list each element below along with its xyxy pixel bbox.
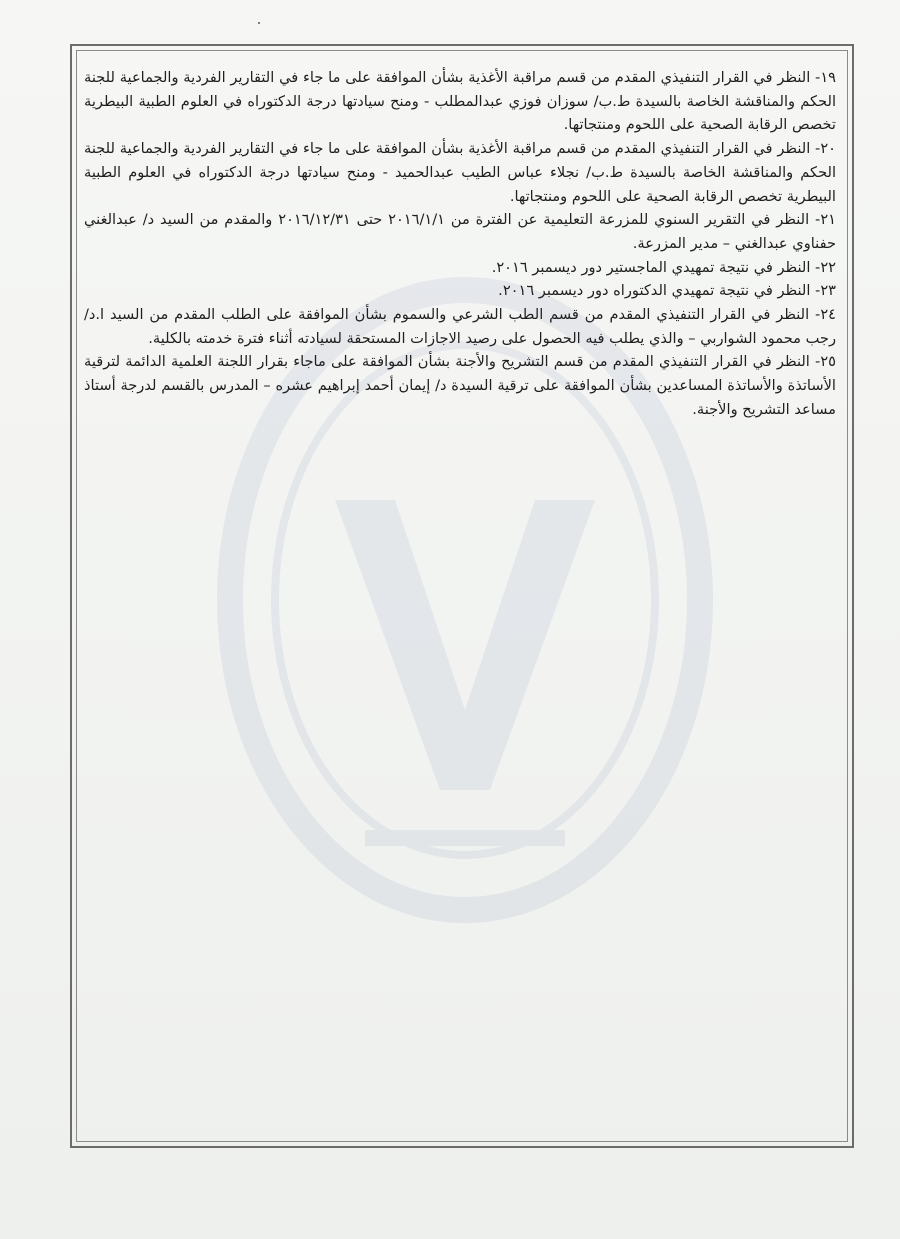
agenda-item-24	[84, 303, 836, 350]
agenda-item-21	[84, 208, 836, 255]
agenda-item-text: ٢١- النظر في التقرير السنوي للمزرعة التعليمية عن الفترة من ٢٠١٦/١/١ حتى ٢٠١٦/١٢/٣١ والمقدم من السيد د/ عبدالغني حفناوي عبدالغني – مدير المزرعة.	[84, 211, 836, 252]
agenda-list	[84, 66, 836, 422]
agenda-item-text: ٢٠- النظر في القرار التنفيذي المقدم من قسم مراقبة الأغذية بشأن الموافقة على ما جاء في التقارير الفردية والجماعية للجنة الحكم والمناقشة الخاصة بالسيدة ط.ب/ نجلاء عباس الطيب عبدالحميد - ومنح سيادتها درجة الدكتوراه في العلوم الطبية البيطرية تخصص الرقابة الصحية على اللحوم ومنتجاتها.	[84, 140, 836, 205]
agenda-item-19	[84, 66, 836, 137]
agenda-item-22	[84, 256, 836, 280]
agenda-item-23	[84, 279, 836, 303]
agenda-item-text: ٢٣- النظر في نتيجة تمهيدي الدكتوراه دور ديسمبر ٢٠١٦.	[498, 282, 836, 300]
scan-speck	[258, 22, 260, 24]
agenda-item-text: ٢٢- النظر في نتيجة تمهيدي الماجستير دور ديسمبر ٢٠١٦.	[491, 258, 836, 276]
agenda-item-20	[84, 137, 836, 208]
agenda-item-text: ٢٥- النظر في القرار التنفيذي المقدم من قسم التشريح والأجنة بشأن الموافقة على ماجاء بقرار اللجنة العلمية الدائمة لترقية الأساتذة والأساتذة المساعدين بشأن الموافقة على ترقية السيدة د/ إيمان أحمد إبراهيم عشره – المدرس بالقسم لدرجة أستاذ مساعد التشريح والأجنة.	[84, 353, 836, 418]
agenda-item-text: ٢٤- النظر في القرار التنفيذي المقدم من قسم الطب الشرعي والسموم بشأن الموافقة على الطلب المقدم من السيد ا.د/ رجب محمود الشواربي – والذي يطلب فيه الحصول على رصيد الاجازات المستحقة لسيادته أثناء فترة خدمته بالكلية.	[84, 306, 836, 347]
agenda-item-25	[84, 350, 836, 421]
agenda-item-text: ١٩- النظر في القرار التنفيذي المقدم من قسم مراقبة الأغذية بشأن الموافقة على ما جاء في التقارير الفردية والجماعية للجنة الحكم والمناقشة الخاصة بالسيدة ط.ب/ سوزان فوزي عبدالمطلب - ومنح سيادتها درجة الدكتوراه في العلوم الطبية البيطرية تخصص الرقابة الصحية على اللحوم ومنتجاتها.	[84, 69, 836, 134]
